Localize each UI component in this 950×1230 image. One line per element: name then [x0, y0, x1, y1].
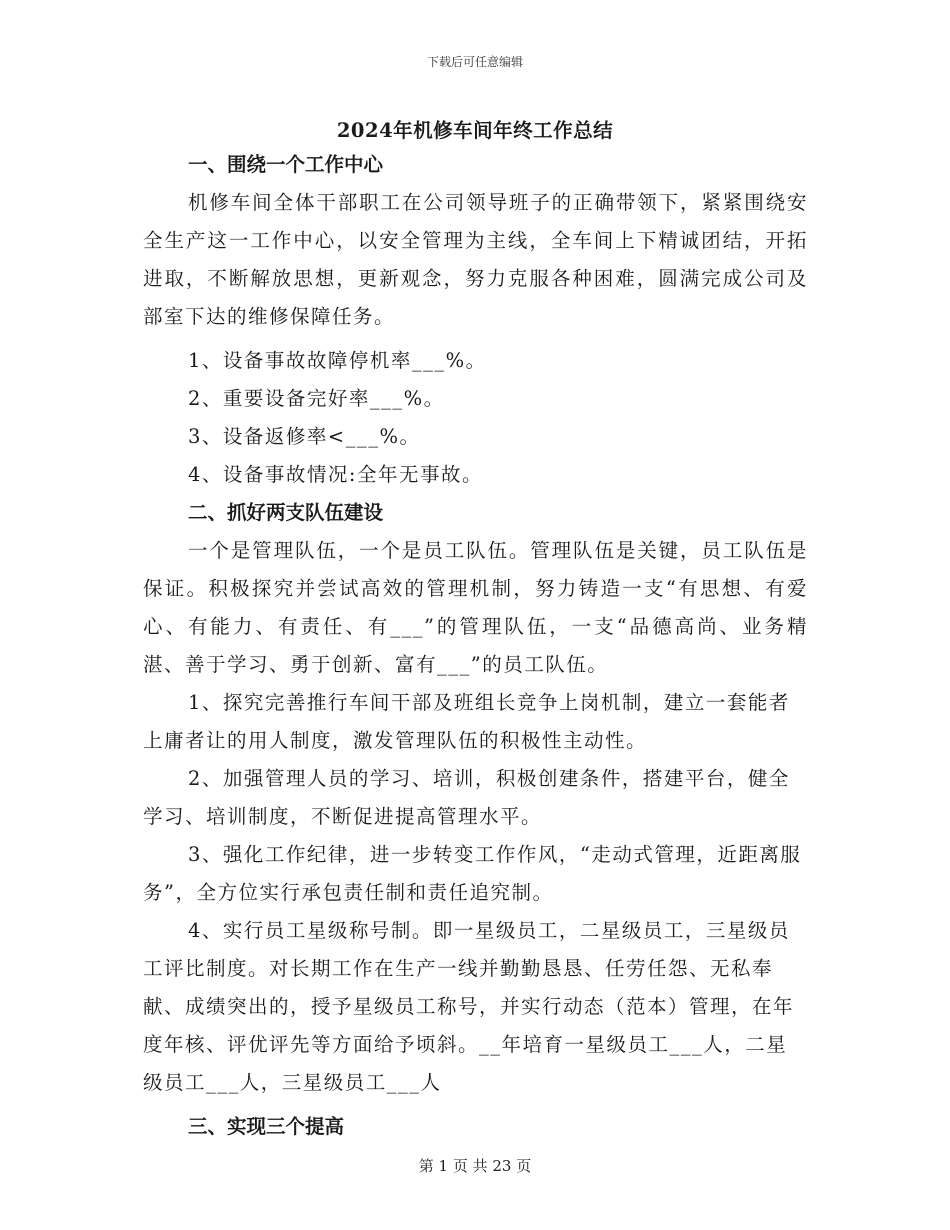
section-2-item-2: 2、加强管理人员的学习、培训，积极创建条件，搭建平台，健全学习、培训制度，不断促进提高管理水平。 — [143, 767, 790, 828]
header-note: 下载后可任意编辑 — [426, 55, 523, 69]
section-1-item-1: 1、设备事故故障停机率___%。 — [188, 349, 487, 372]
document-title: 2024年机修车间年终工作总结 — [336, 119, 614, 142]
section-1-item-2: 2、重要设备完好率___%。 — [188, 387, 445, 410]
section-2-item-4: 4、实行员工星级称号制。即一星级员工，二星级员工，三星级员工评比制度。对长期工作在生产一线并勤勤恳恳、任劳任怨、无私奉献、成绩突出的，授予星级员工称号，并实行动态（范本）管理，在年度年核、评优评先等方面给予顷斜。__年培育一星级员工___人，二星级员工___人，三星级员工___人 — [143, 919, 795, 1094]
section-heading-3: 三、实现三个提高 — [188, 1115, 345, 1138]
section-1-paragraph: 机修车间全体干部职工在公司领导班子的正确带领下，紧紧围绕安全生产这一工作中心，以安全管理为主线，全车间上下精诚团结，开拓进取，不断解放思想，更新观念，努力克服各种困难，圆满完成公司及部室下达的维修保障任务。 — [143, 191, 808, 328]
section-2-item-3: 3、强化工作纪律，进一步转变工作作风，“走动式管理，近距离服务”，全方位实行承包责任制和责任追究制。 — [143, 843, 802, 904]
section-2-item-1: 1、探究完善推行车间干部及班组长竞争上岗机制，建立一套能者上庸者让的用人制度，激发管理队伍的积极性主动性。 — [143, 691, 790, 752]
section-2-paragraph: 一个是管理队伍，一个是员工队伍。管理队伍是关键，员工队伍是保证。积极探究并尝试高效的管理机制，努力铸造一支“有思想、有爱心、有能力、有责任、有___”的管理队伍，一支“品德高尚、业务精湛、善于学习、勇于创新、富有___”的员工队伍。 — [143, 539, 808, 676]
document-body — [143, 146, 808, 1146]
page-footer: 第 1 页 共 23 页 — [418, 1157, 532, 1175]
section-heading-1: 一、围绕一个工作中心 — [188, 153, 384, 176]
section-1-item-4: 4、设备事故情况:全年无事故。 — [188, 463, 483, 486]
section-1-item-3: 3、设备返修率<___%。 — [188, 425, 421, 448]
section-heading-2: 二、抓好两支队伍建设 — [188, 501, 384, 524]
